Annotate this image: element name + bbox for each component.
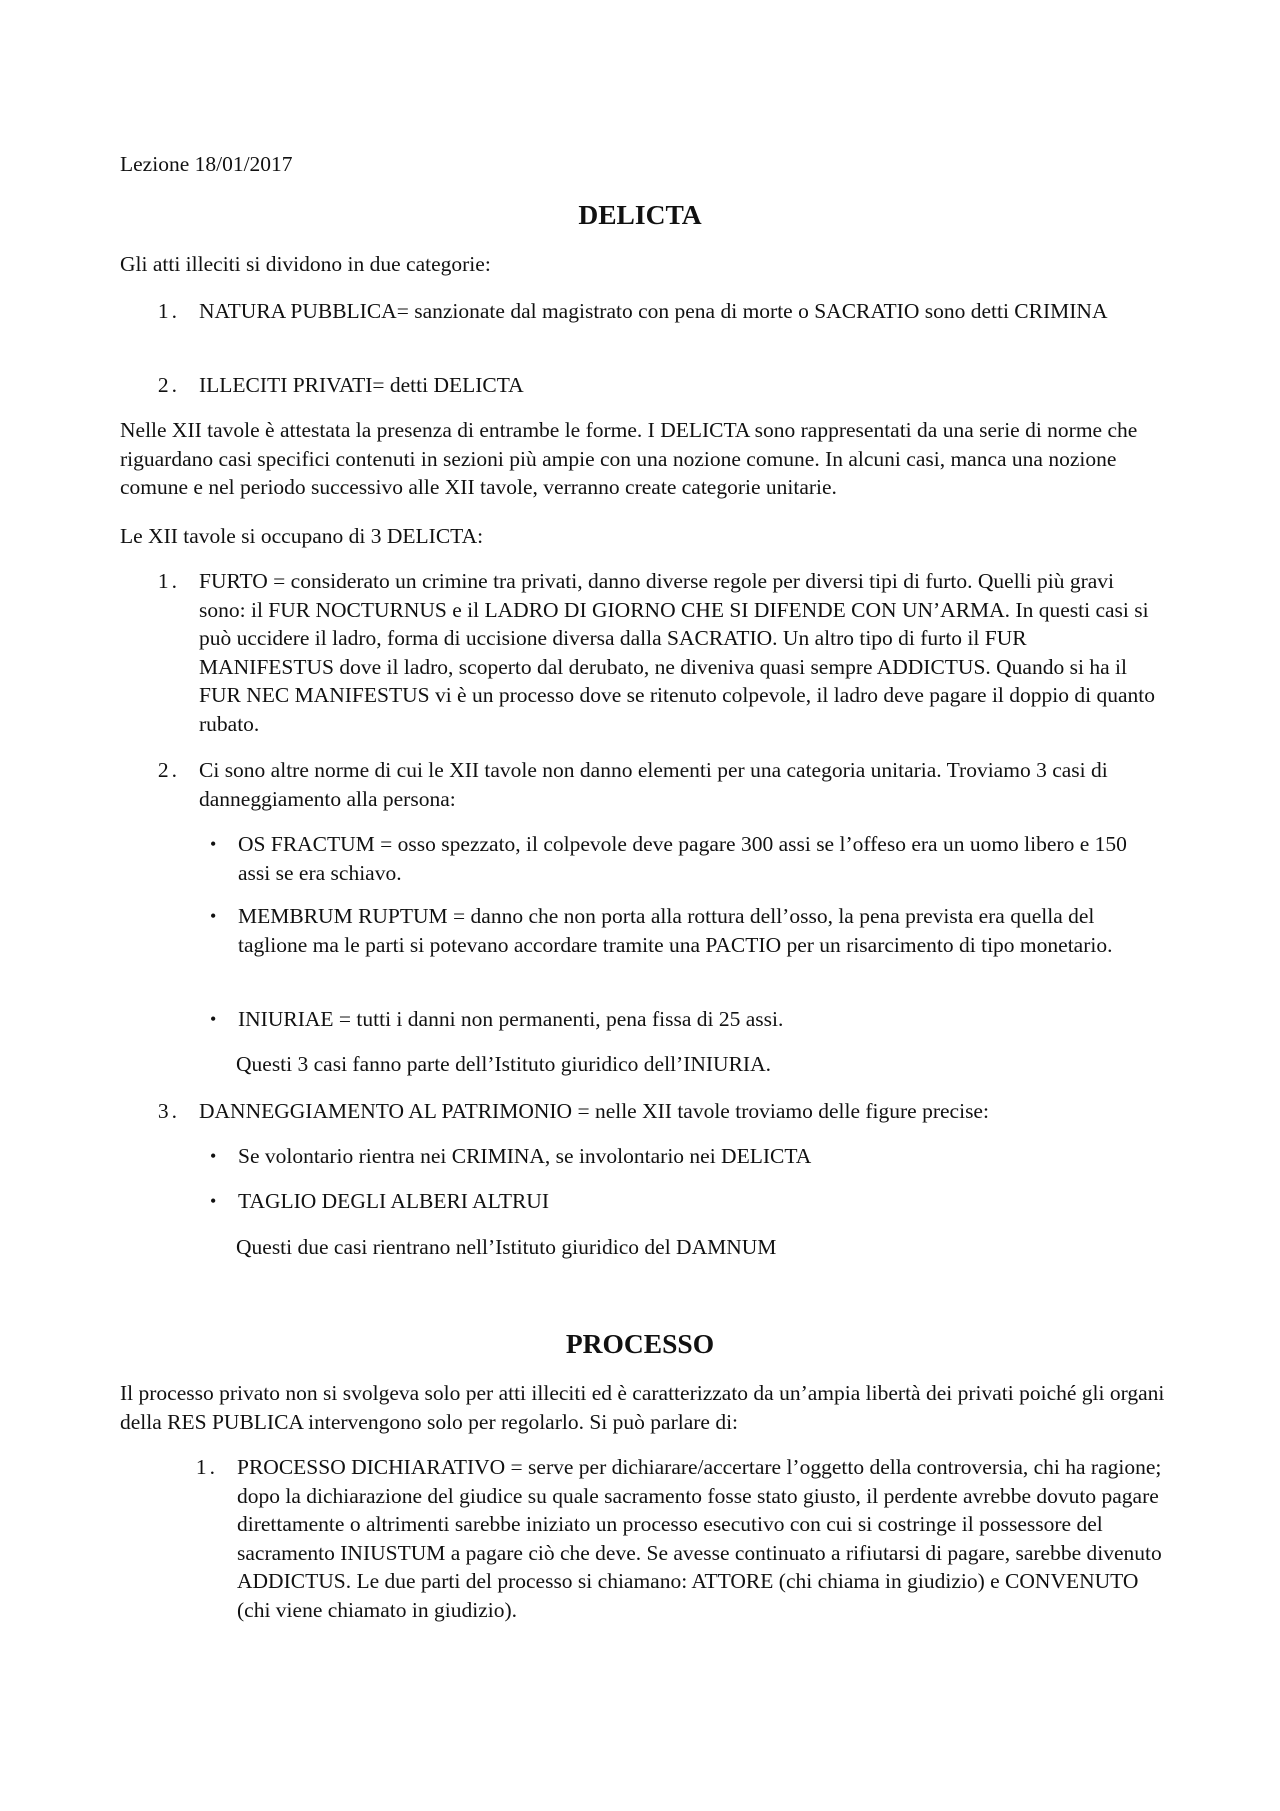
bullet-icon: • <box>210 1009 217 1029</box>
bullet-icon: • <box>210 1146 217 1166</box>
delicta-item-3-note: Questi due casi rientrano nell’Istituto giuridico del DAMNUM <box>236 1235 777 1259</box>
bullet-text: TAGLIO DEGLI ALBERI ALTRUI <box>238 1189 549 1213</box>
bullet-item <box>210 902 1164 959</box>
category-item-2 <box>120 371 1165 400</box>
list-text: ILLECITI PRIVATI= detti DELICTA <box>199 373 524 397</box>
delicta-intro-2: Le XII tavole si occupano di 3 DELICTA: <box>120 524 484 548</box>
list-number: 1. <box>195 1455 218 1479</box>
processo-item-1 <box>120 1453 1165 1624</box>
bullet-item <box>210 1142 1164 1171</box>
bullet-text: INIURIAE = tutti i danni non permanenti, pena fissa di 25 assi. <box>238 1007 784 1031</box>
list-text: NATURA PUBBLICA= sanzionate dal magistrato con pena di morte o SACRATIO sono detti CRIMINA <box>199 299 1108 323</box>
list-text: FURTO = considerato un crimine tra privati, danno diverse regole per diversi tipi di furto. Quelli più gravi sono: il FUR NOCTURNUS e il LADRO DI GIORNO CHE SI DIFENDE CON UN’ARMA. In questi casi si può uccidere il ladro, forma di uccisione diversa dalla SACRATIO. Un altro tipo di furto il FUR MANIFESTUS dove il ladro, scoperto dal derubato, ne diveniva quasi sempre ADDICTUS. Quando si ha il FUR NEC MANIFESTUS vi è un processo dove se ritenuto colpevole, il ladro deve pagare il doppio di quanto rubato. <box>199 569 1155 736</box>
list-text: PROCESSO DICHIARATIVO = serve per dichiarare/accertare l’oggetto della controversia, chi ha ragione; dopo la dichiarazione del giudice su quale sacramento fosse stato giusto, il perdente avrebbe dovuto pagare direttamente o altrimenti sarebbe iniziato un processo esecutivo con cui si costringe il possessore del sacramento INIUSTUM a pagare ciò che deve. Se avesse continuato a rifiutarsi di pagare, sarebbe divenuto ADDICTUS. Le due parti del processo si chiamano: ATTORE (chi chiama in giudizio) e CONVENUTO (chi viene chiamato in giudizio). <box>237 1455 1162 1622</box>
bullet-item <box>210 1187 1164 1216</box>
bullet-item <box>210 1005 1164 1034</box>
list-number: 1. <box>157 299 180 323</box>
delicta-item-2-note: Questi 3 casi fanno parte dell’Istituto giuridico dell’INIURIA. <box>236 1052 771 1076</box>
lesson-date: Lezione 18/01/2017 <box>120 152 293 176</box>
delicta-item-3 <box>120 1097 1165 1126</box>
list-number: 3. <box>157 1099 180 1123</box>
list-text: DANNEGGIAMENTO AL PATRIMONIO = nelle XII tavole troviamo delle figure precise: <box>199 1099 989 1123</box>
delicta-item-2 <box>120 756 1165 813</box>
bullet-icon: • <box>210 906 217 926</box>
section-title-delicta: DELICTA <box>578 199 702 230</box>
delicta-paragraph: Nelle XII tavole è attestata la presenza di entrambe le forme. I DELICTA sono rappresentati da una serie di norme che riguardano casi specifici contenuti in sezioni più ampie con una nozione comune. In alcuni casi, manca una nozione comune e nel periodo successivo alle XII tavole, verranno create categorie unitarie. <box>120 418 1138 499</box>
list-number: 1. <box>157 569 180 593</box>
bullet-text: MEMBRUM RUPTUM = danno che non porta alla rottura dell’osso, la pena prevista era quella del taglione ma le parti si potevano accordare tramite una PACTIO per un risarcimento di tipo monetario. <box>238 904 1113 957</box>
bullet-text: OS FRACTUM = osso spezzato, il colpevole deve pagare 300 assi se l’offeso era un uomo libero e 150 assi se era schiavo. <box>238 832 1127 885</box>
list-number: 2. <box>157 373 180 397</box>
list-number: 2. <box>157 758 180 782</box>
list-text: Ci sono altre norme di cui le XII tavole non danno elementi per una categoria unitaria. Troviamo 3 casi di danneggiamento alla persona: <box>199 758 1108 811</box>
bullet-text: Se volontario rientra nei CRIMINA, se involontario nei DELICTA <box>238 1144 812 1168</box>
delicta-intro: Gli atti illeciti si dividono in due categorie: <box>120 252 491 276</box>
category-item-1 <box>120 297 1165 326</box>
bullet-icon: • <box>210 1191 217 1211</box>
bullet-icon: • <box>210 834 217 854</box>
processo-intro: Il processo privato non si svolgeva solo per atti illeciti ed è caratterizzato da un’ampia libertà dei privati poiché gli organi della RES PUBLICA intervengono solo per regolarlo. Si può parlare di: <box>120 1381 1165 1434</box>
section-title-processo: PROCESSO <box>565 1328 715 1359</box>
bullet-item <box>210 830 1164 887</box>
delicta-item-1 <box>120 567 1165 738</box>
